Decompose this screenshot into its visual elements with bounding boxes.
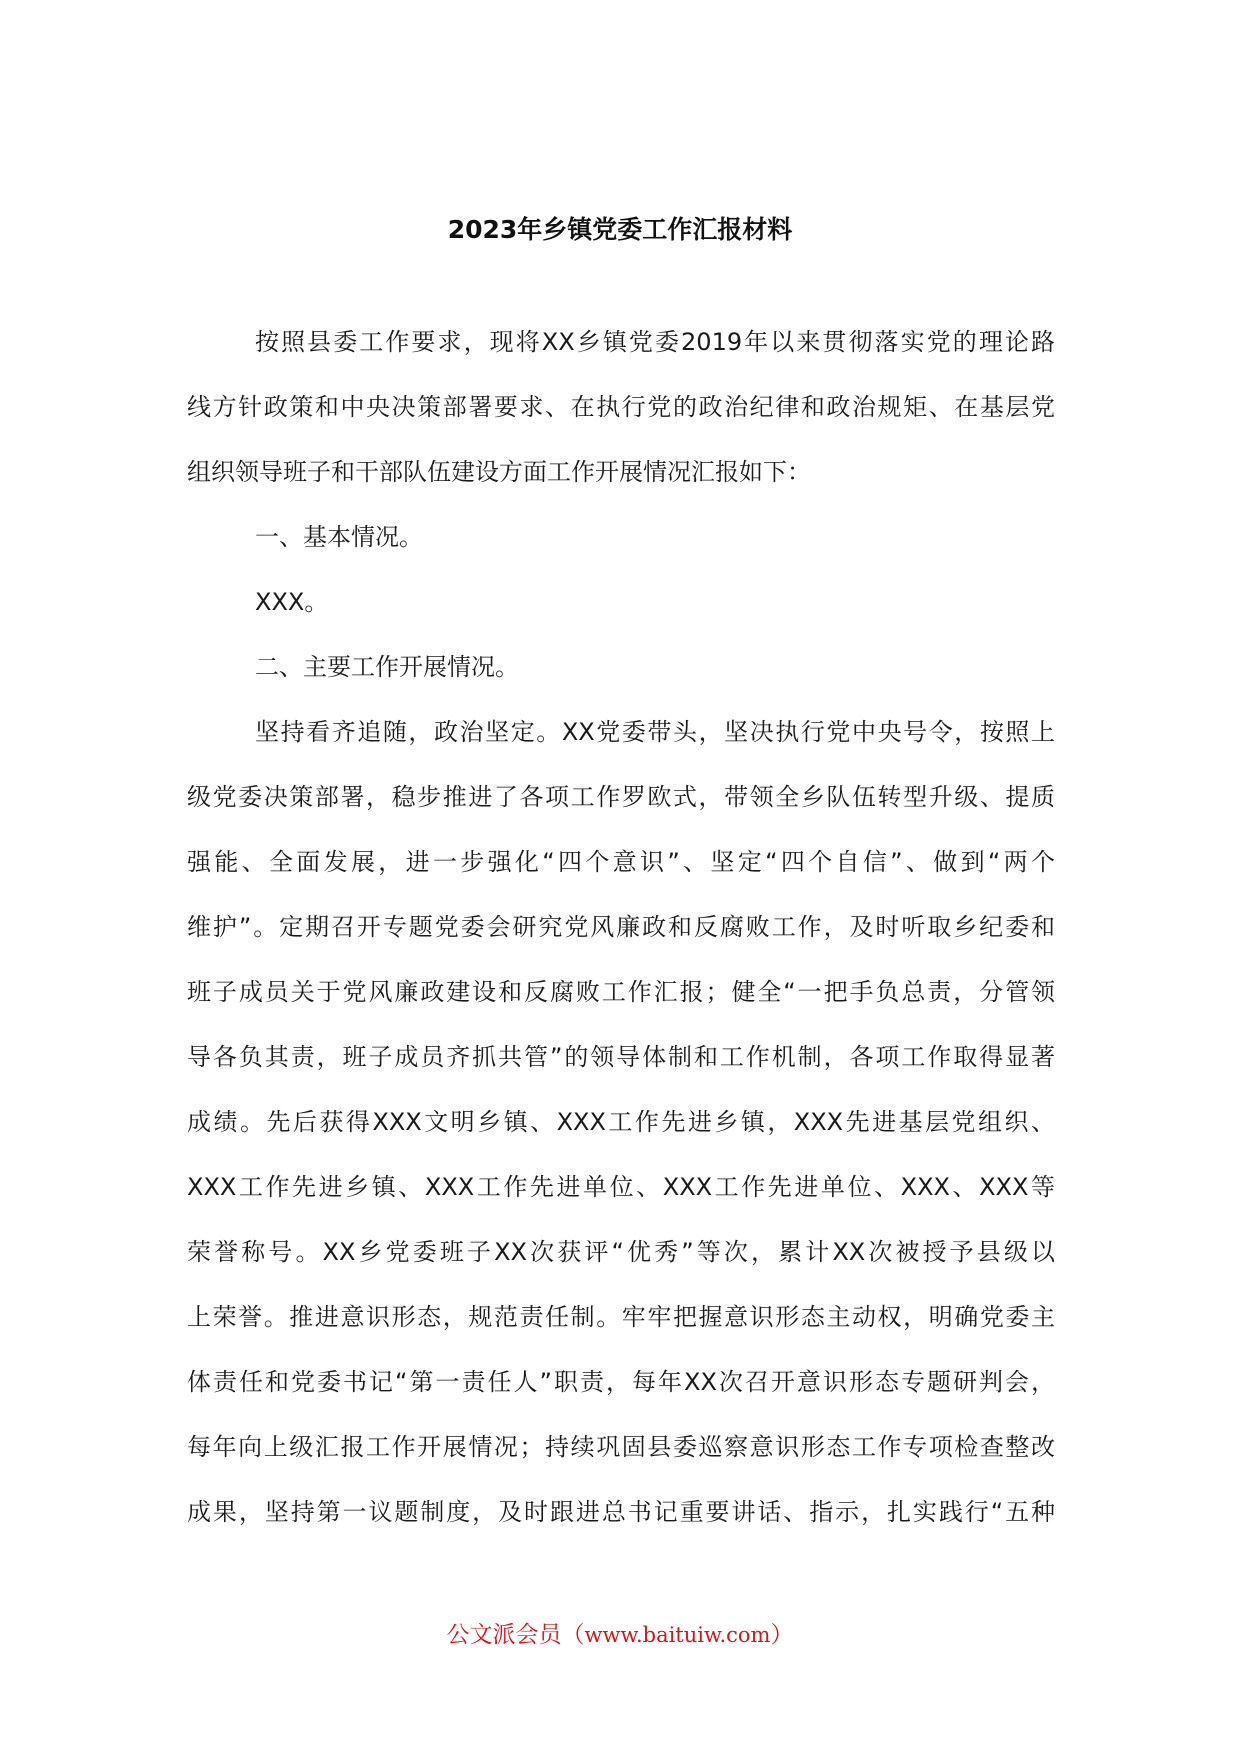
paragraph-line: 组织领导班子和干部队伍建设方面工作开展情况汇报如下： [187, 458, 811, 486]
paragraph-line: 班子成员关于党风廉政建设和反腐败工作汇报；健全“一把手负总责，分管领 [187, 978, 1055, 1006]
paragraph-line: 强能、全面发展，进一步强化“四个意识”、坚定“四个自信”、做到“两个 [187, 848, 1055, 876]
paragraph-line: 上荣誉。推进意识形态，规范责任制。牢牢把握意识形态主动权，明确党委主 [187, 1303, 1055, 1331]
watermark-footer [0, 1618, 1240, 1652]
paragraph-line: 体责任和党委书记“第一责任人”职责，每年XX次召开意识形态专题研判会， [187, 1368, 1055, 1396]
paragraph-line: 按照县委工作要求，现将XX乡镇党委2019年以来贯彻落实党的理论路 [255, 328, 1055, 356]
paragraph-line: 导各负其责，班子成员齐抓共管”的领导体制和工作机制，各项工作取得显著 [187, 1043, 1055, 1071]
watermark-label: 公文派会员（ [446, 1622, 585, 1648]
paragraph-line: 坚持看齐追随，政治坚定。XX党委带头，坚决执行党中央号令，按照上 [255, 718, 1055, 746]
paragraph-line: 每年向上级汇报工作开展情况；持续巩固县委巡察意识形态工作专项检查整改 [187, 1433, 1055, 1461]
paragraph-line: 维护”。定期召开专题党委会研究党风廉政和反腐败工作，及时听取乡纪委和 [187, 913, 1055, 941]
paragraph-line: XXX工作先进乡镇、XXX工作先进单位、XXX工作先进单位、XXX、XXX等 [187, 1173, 1055, 1201]
paragraph-line: 荣誉称号。XX乡党委班子XX次获评“优秀”等次，累计XX次被授予县级以 [187, 1238, 1055, 1266]
paragraph-line: XXX。 [255, 588, 329, 616]
paragraph-line: 线方针政策和中央决策部署要求、在执行党的政治纪律和政治规矩、在基层党 [187, 393, 1055, 421]
section-heading: 一、基本情况。 [255, 523, 423, 551]
watermark-close: ） [770, 1622, 794, 1648]
document-title: 2023年乡镇党委工作汇报材料 [447, 215, 793, 244]
paragraph-line: 成果，坚持第一议题制度，及时跟进总书记重要讲话、指示，扎实践行“五种 [187, 1498, 1055, 1526]
paragraph-line: 成绩。先后获得XXX文明乡镇、XXX工作先进乡镇，XXX先进基层党组织、 [187, 1108, 1055, 1136]
watermark-url[interactable]: www.baituiw.com [584, 1623, 771, 1647]
document-body [187, 310, 1055, 1545]
paragraph-line: 级党委决策部署，稳步推进了各项工作罗欧式，带领全乡队伍转型升级、提质 [187, 783, 1055, 811]
section-heading: 二、主要工作开展情况。 [255, 653, 519, 681]
